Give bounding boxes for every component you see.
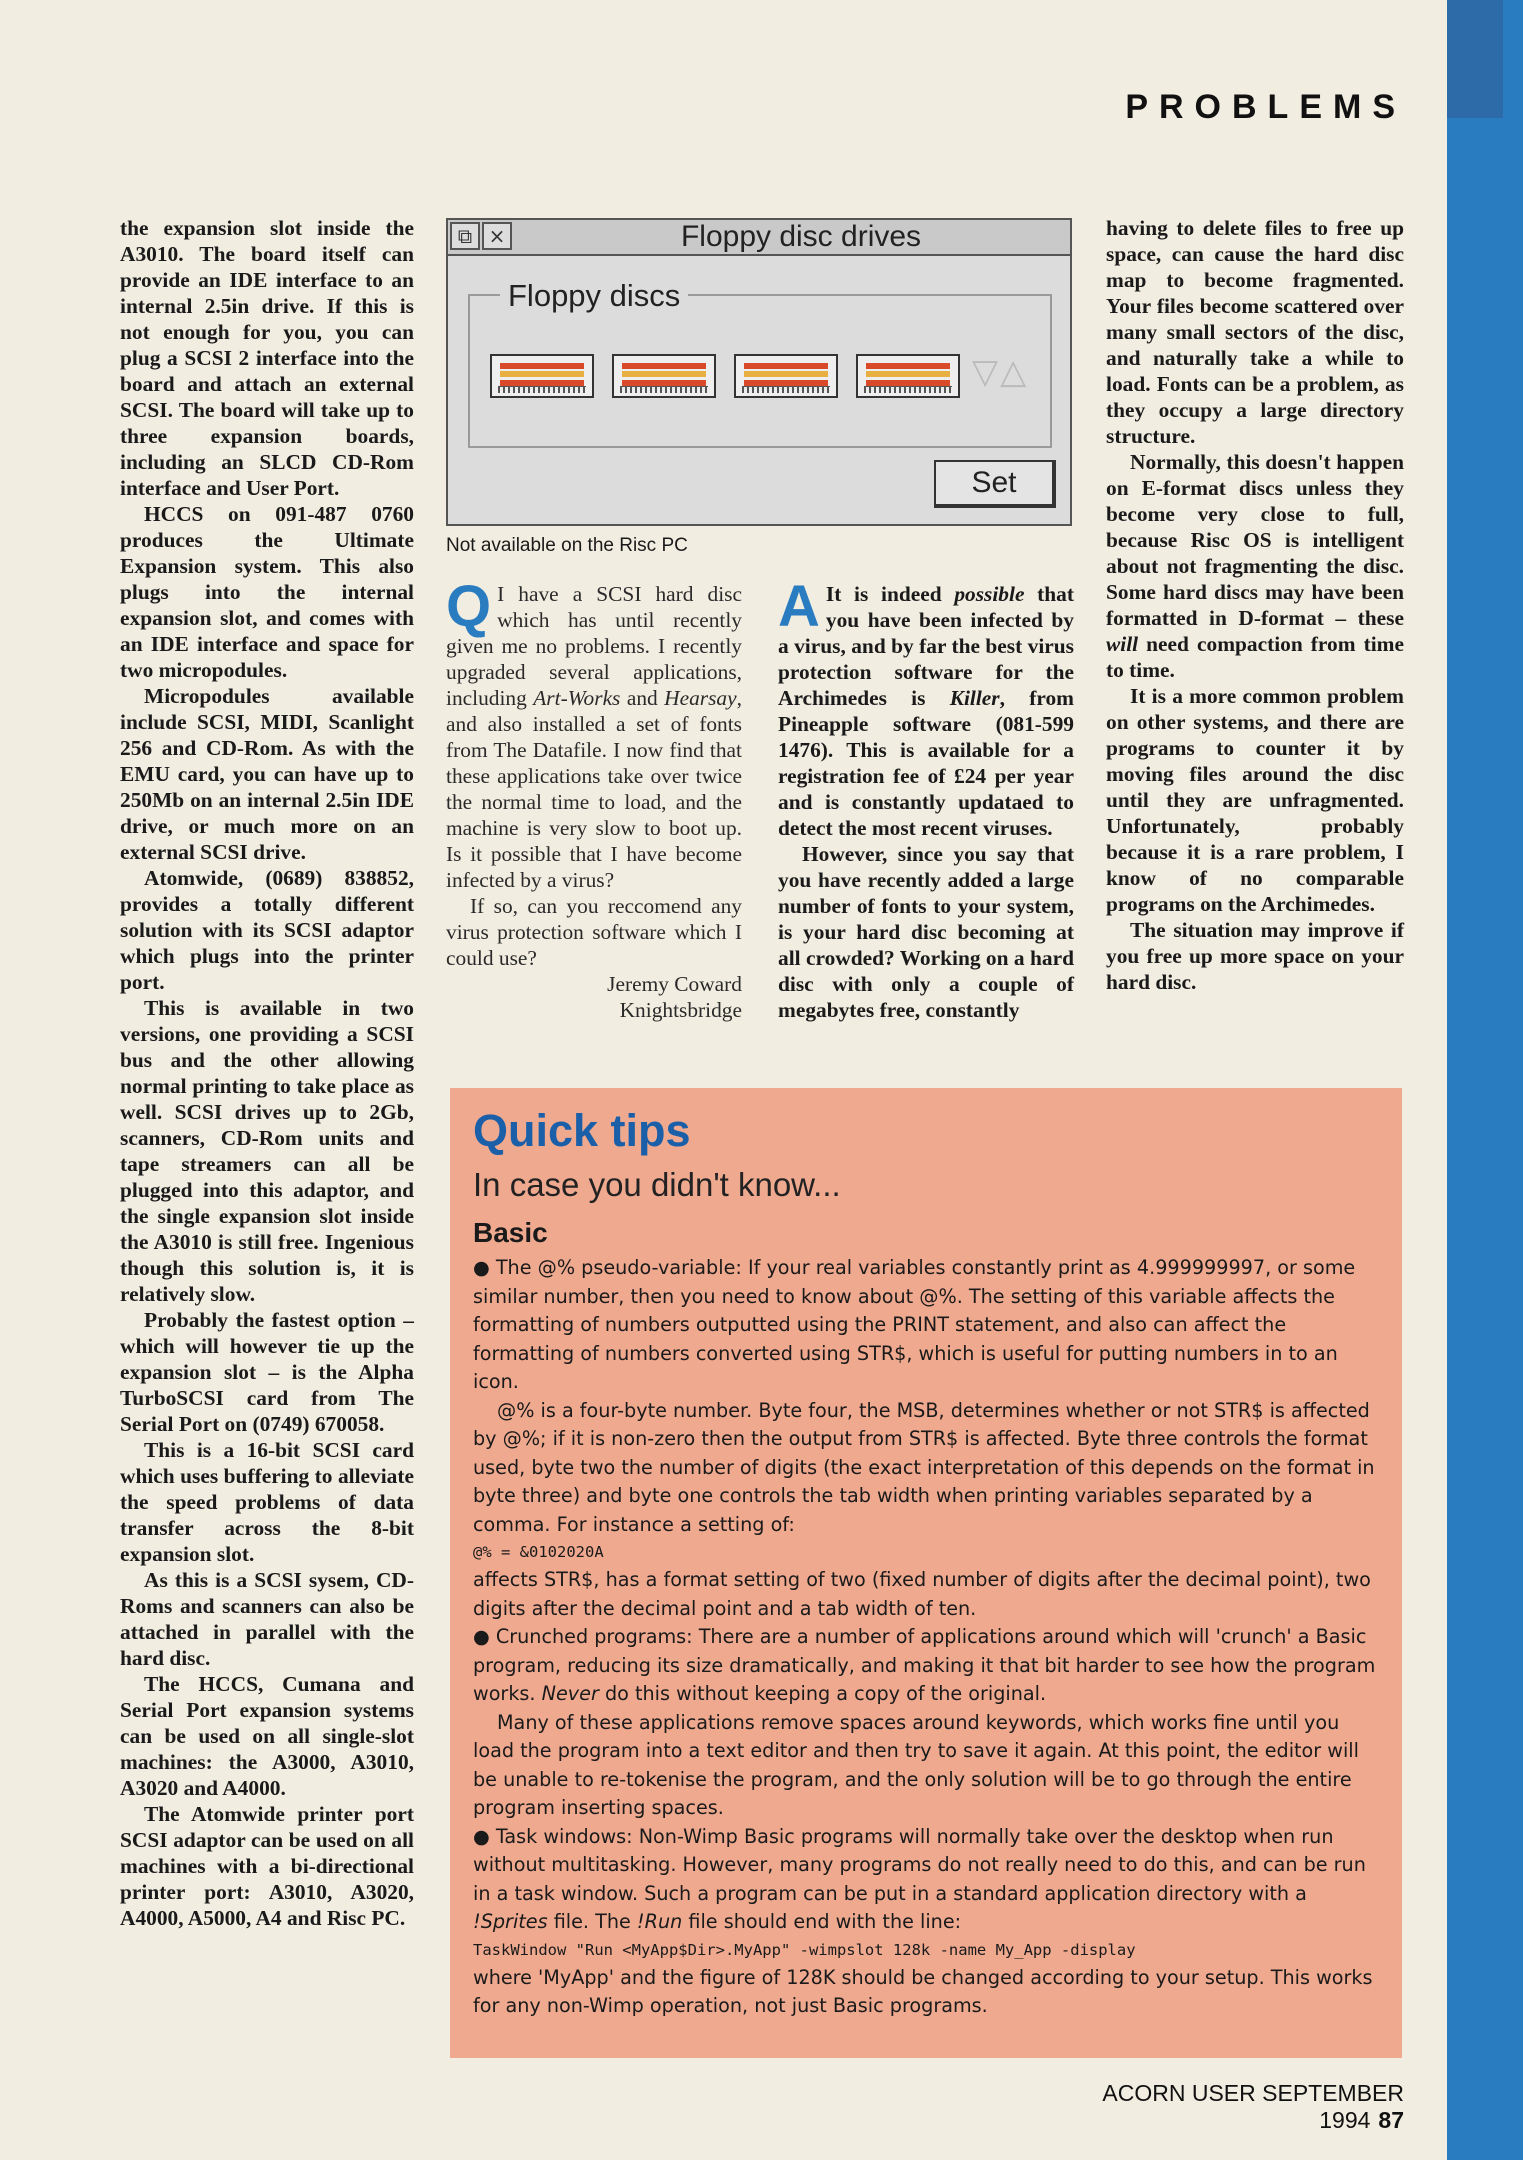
close-icon[interactable]: × [482, 222, 512, 250]
issue-label: ACORN USER SEPTEMBER 1994 [1102, 2080, 1404, 2133]
paragraph: It is a more common problem on other systems, and there are programs to counter it by moving files around the disc until they are unfragmented. Unfortunately, probably because it is a rare problem, I know of no comparable programs on the Archimedes. [1106, 684, 1404, 916]
quick-tips-box [450, 1088, 1402, 2058]
page-edge-bar [1447, 0, 1523, 2160]
window-title: Floppy disc drives [680, 220, 922, 253]
tip-paragraph: where 'MyApp' and the figure of 128K should be changed according to your setup. This works for any non-Wimp operation, not just Basic programs. [473, 1965, 1373, 2017]
column-4 [1106, 215, 1404, 995]
tip-paragraph: ● The @% pseudo-variable: If your real variables constantly print as 4.999999997, or some similar number, then you need to know about @%. The setting of this variable affects the formatting of numbers outputted using the PRINT statement, and also can affect the formatting of numbers converted using STR$, which is useful for putting numbers in to an icon. [473, 1256, 1356, 1393]
code-line: @% = &0102020A [473, 1543, 604, 1561]
tips-title: Quick tips [473, 1105, 691, 1156]
tips-heading: Basic [473, 1217, 548, 1248]
answer-paragraph: However, since you say that you have recently added a large number of fonts to your system, is your hard disc becoming at all crowded? Working on a hard disc with only a couple of megabytes free, constantly [778, 842, 1074, 1022]
tip-paragraph: Many of these applications remove spaces around keywords, which works fine until you load the program into a text editor and then try to save it again. At this point, the editor will be unable to re-tokenise the program, and the only solution will be to go through the entire program inserting spaces. [473, 1710, 1359, 1819]
set-button[interactable]: Set [934, 460, 1056, 508]
paragraph: Atomwide, (0689) 838852, provides a totally different solution with its SCSI adaptor which plugs into the printer port. [120, 866, 414, 994]
tip-paragraph: ● Task windows: Non-Wimp Basic programs will normally take over the desktop when run without multitasking. However, many programs do not really need to do this, and can be run in a task window. Such a program can be put in a standard application directory with a !Sprites file. The !Run file should end with the line: [473, 1824, 1366, 1933]
code-line: TaskWindow "Run <MyApp$Dir>.MyApp" -wimpslot 128k -name My_App -display [473, 1940, 1136, 1959]
paragraph: The HCCS, Cumana and Serial Port expansion systems can be used on all single-slot machines: the A3000, A3010, A3020 and A4000. [120, 1672, 414, 1800]
paragraph: Probably the fastest option – which will however tie up the expansion slot – is the Alpha TurboSCSI card from The Serial Port on (0749) 670058. [120, 1308, 414, 1436]
page-edge-tab [1447, 0, 1503, 118]
paragraph: This is available in two versions, one providing a SCSI bus and the other allowing normal printing to take place as well. SCSI drives up to 2Gb, scanners, CD-Rom units and tape streamers can all be plugged into this adaptor, and the single expansion slot inside the A3010 is still free. Ingenious though this solution is, it is relatively slow. [120, 996, 414, 1306]
drop-cap-q: Q [446, 574, 492, 639]
paragraph: the expansion slot inside the A3010. The board itself can provide an IDE interface to an internal 2.5in drive. If this is not enough for you, you can plug a SCSI 2 interface into the board and attach an external SCSI. The board will take up to three expansion boards, including an SLCD CD-Rom interface and User Port. [120, 216, 414, 500]
answer-column [778, 574, 1074, 1023]
column-1 [120, 215, 414, 1931]
page-footer [1060, 2080, 1404, 2134]
floppy-drive-icon[interactable] [856, 354, 960, 398]
paragraph: Micropodules available include SCSI, MIDI, Scanlight 256 and CD-Rom. As with the EMU card, you can have up to 250Mb on an internal 2.5in IDE drive, or much more on an external SCSI drive. [120, 684, 414, 864]
paragraph: having to delete files to free up space, can cause the hard disc map to become fragmented. Your files become scattered over many small sectors of the disc, and naturally take a while to load. Fonts can be a problem, as they occupy a large directory structure. [1106, 216, 1404, 448]
paragraph: HCCS on 091-487 0760 produces the Ultimate Expansion system. This also plugs into the internal expansion slot, and comes with an IDE interface and space for two micropodules. [120, 502, 414, 682]
figure-caption: Not available on the Risc PC [446, 535, 688, 556]
floppy-drives-window [446, 218, 1072, 526]
answer-paragraph: A It is indeed possible that you have been infected by a virus, and by far the best virus protection software for the Archimedes is Killer, from Pineapple software (081-599 1476). This is available for a registration fee of £24 per year and is constantly updataed to detect the most recent viruses. [778, 574, 1074, 840]
group-label: Floppy discs [500, 278, 688, 314]
floppy-drive-icon[interactable] [490, 354, 594, 398]
adjust-arrows-icon[interactable]: ▽△ [972, 352, 1029, 392]
toggle-size-icon[interactable]: ⧉ [450, 222, 480, 250]
drop-cap-a: A [778, 574, 820, 639]
page-number: 87 [1378, 2107, 1404, 2133]
tips-subtitle: In case you didn't know... [473, 1166, 841, 1203]
paragraph: Normally, this doesn't happen on E-format discs unless they become very close to full, because Risc OS is intelligent about not fragmenting the disc. Some hard discs may have been formatted in D-format – these will need compaction from time to time. [1106, 450, 1404, 682]
question-paragraph: If so, can you reccomend any virus protection software which I could use? [446, 894, 742, 970]
paragraph: The situation may improve if you free up more space on your hard disc. [1106, 918, 1404, 994]
paragraph: This is a 16-bit SCSI card which uses buffering to alleviate the speed problems of data transfer across the 8-bit expansion slot. [120, 1438, 414, 1566]
section-title: PROBLEMS [1125, 88, 1406, 126]
floppy-drive-icon[interactable] [612, 354, 716, 398]
question-paragraph: Q I have a SCSI hard disc which has until recently given me no problems. I recently upgraded several applications, including Art-Works and Hearsay, and also installed a set of fonts from The Datafile. I now find that these applications take over twice the normal time to load, and the machine is very slow to boot up. Is it possible that I have become infected by a virus? [446, 574, 742, 892]
question-column [446, 574, 742, 1023]
tip-paragraph: @% is a four-byte number. Byte four, the MSB, determines whether or not STR$ is affected by @%; if it is non-zero then the output from STR$ is affected. Byte three controls the format used, byte two the number of digits (the exact interpretation of this depends on the format in byte three) and byte one controls the tab width when printing variables separated by a comma. For instance a setting of: [473, 1398, 1375, 1536]
tip-paragraph: affects STR$, has a format setting of two (fixed number of digits after the decimal point), two digits after the decimal point and a tab width of ten. [473, 1568, 1371, 1620]
paragraph: As this is a SCSI sysem, CD-Roms and scanners can also be attached in parallel with the hard disc. [120, 1568, 414, 1670]
tip-paragraph: ● Crunched programs: There are a number of applications around which will 'crunch' a Basic program, reducing its size dramatically, and making it that bit harder to see how the program works. Never do this without keeping a copy of the original. [473, 1625, 1376, 1705]
window-titlebar[interactable] [448, 220, 1070, 256]
author-name: Jeremy Coward [607, 972, 742, 996]
paragraph: The Atomwide printer port SCSI adaptor can be used on all machines with a bi-directional printer port: A3010, A3020, A4000, A5000, A4 and Risc PC. [120, 1802, 414, 1930]
author-location: Knightsbridge [619, 998, 742, 1022]
floppy-drive-icon[interactable] [734, 354, 838, 398]
